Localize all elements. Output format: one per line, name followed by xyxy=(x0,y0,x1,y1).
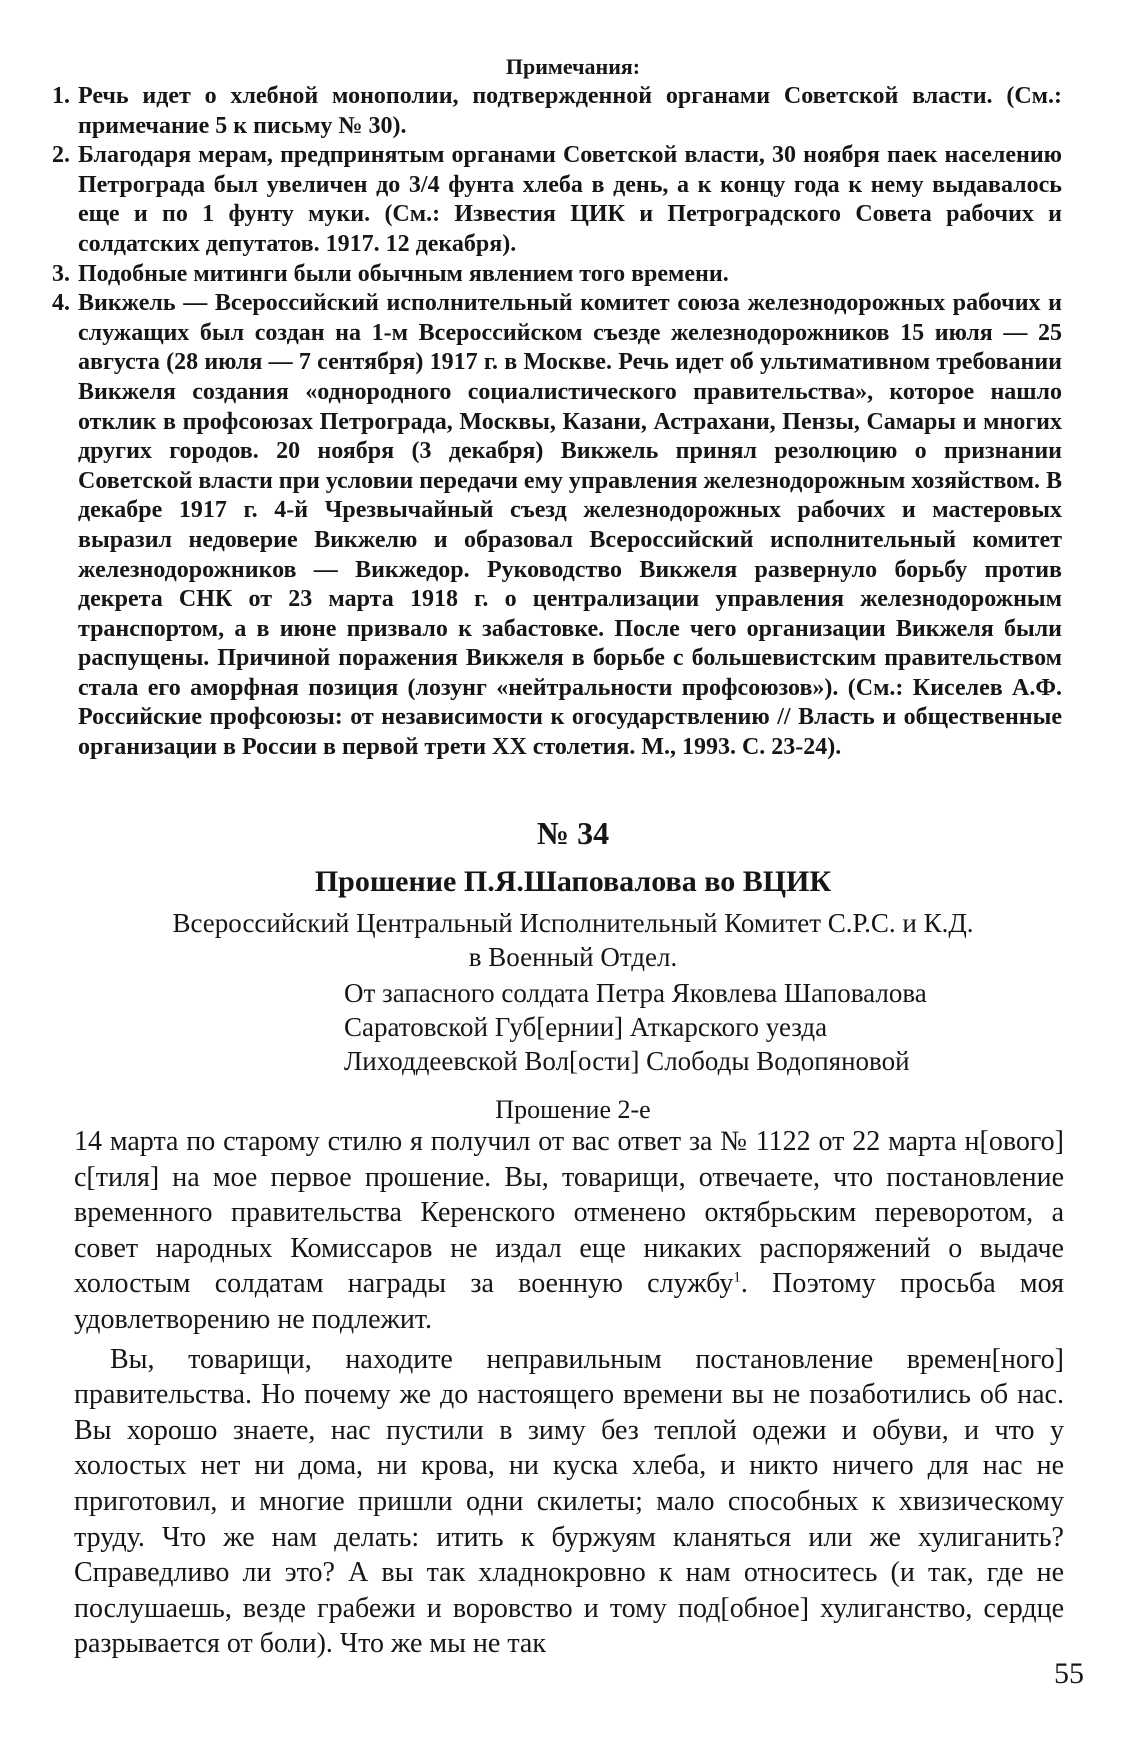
addressee-line: в Военный Отдел. xyxy=(468,942,678,972)
document-number: № 34 xyxy=(536,815,610,851)
petition-heading: Прошение 2-е xyxy=(495,1095,651,1124)
note-item xyxy=(52,141,1062,259)
document-title: Прошение П.Я.Шаповалова во ВЦИК xyxy=(314,865,832,898)
note-text: Викжель — Всероссийский исполнительный комитет союза железнодорожных рабочих и служащих был создан на 1-м Всероссийском съезде железнодорожников 15 июля — 25 августа (28 июля — 7 сентября) 1917 г. в Москве. Речь идет об ультимативном требовании Викжеля создания «однородного социалистического правительства», которое нашло отклик в профсоюзах Петрограда, Москвы, Казани, Астрахани, Пензы, Самары и многих других городов. 20 ноября (3 декабря) Викжель принял резолюцию о признании Советской власти при условии передачи ему управления железнодорожным хозяйством. В декабре 1917 г. 4-й Чрезвычайный съезд железнодорожных рабочих и мастеровых выразил недоверие Викжелю и образовал Всероссийский исполнительный комитет железнодорожников — Викжедор. Руководство Викжеля развернуло борьбу против декрета СНК от 23 марта 1918 г. о централизации управления железнодорожным транспортом, а в июне призвало к забастовке. После чего организации Викжеля были распущены. Причиной поражения Викжеля в борьбе с большевистским правительством стала его аморфная позиция (лозунг «нейтральности профсоюзов»). (См.: Киселев А.Ф. Российские профсоюзы: от независимости к огосударствлению // Власть и общественные организации в России в первой трети XX столетия. М., 1993. С. 23-24). xyxy=(78,290,1063,761)
footnote-marker: 1 xyxy=(733,1270,741,1287)
paragraph-text: 14 марта по старому стилю я получил от вас ответ за № 1122 от 22 марта н[ового] с[тиля] на мое первое прошение. Вы, товарищи, отвечаете, что постановление временного правительства Керенского отменено октябрьским переворотом, а совет народных Комиссаров не издал еще никаких распоряжений о выдаче холостым солдатам награды за военную службу xyxy=(74,1126,1064,1300)
paragraph-text: . Поэтому просьба моя удовлетворению не подлежит. xyxy=(74,1268,1064,1335)
paragraph: Вы, товарищи, находите неправильным постановление времен[ного] правительства. Но почему же до настоящего времени вы не позаботились об нас. Вы хорошо знаете, нас пустили в зиму без теплой одежи и обуви, и что у холостых нет ни дома, ни крова, ни куска хлеба, и никто ничего для нас не приготовил, и многие пришли одни скилеты; мало способных к хвизическому труду. Что же нам делать: итить к буржуям кланяться или же хулиганить? Справедливо ли это? А вы так хладнокровно к нам относитесь (и так, где не послушаешь, везде грабежи и воровство и тому под[обное] хулиганство, сердце разрывается от боли). Что же мы не так xyxy=(74,1343,1064,1660)
note-number: 3. xyxy=(52,260,70,287)
notes-list xyxy=(52,82,1062,763)
note-text: Благодаря мерам, предпринятым органами Советской власти, 30 ноября паек населению Петрограда был увеличен до 3/4 фунта хлеба в день, а к концу года к нему выдавалось еще и по 1 фунту муки. (См.: Известия ЦИК и Петроградского Совета рабочих и солдатских депутатов. 1917. 12 декабря). xyxy=(78,142,1062,257)
note-number: 4. xyxy=(52,290,70,317)
sender-line: Саратовской Губ[ернии] Аткарского уезда xyxy=(344,1012,828,1042)
sender-line: От запасного солдата Петра Яковлева Шаповалова xyxy=(344,978,927,1008)
note-text: Речь идет о хлебной монополии, подтвержденной органами Советской власти. (См.: примечание 5 к письму № 30). xyxy=(78,83,1062,139)
petition-body xyxy=(74,1124,1064,1666)
note-number: 2. xyxy=(52,142,70,169)
sender-block xyxy=(344,976,1104,1078)
note-text: Подобные митинги были обычным явлением того времени. xyxy=(78,260,729,287)
page-number: 55 xyxy=(1054,1657,1084,1690)
note-item xyxy=(52,289,1062,763)
paragraph xyxy=(74,1124,1064,1338)
note-number: 1. xyxy=(52,83,70,109)
addressee xyxy=(0,906,1146,974)
note-item xyxy=(52,82,1062,141)
notes-title: Примечания: xyxy=(505,54,641,79)
sender-line: Лиходдеевской Вол[ости] Слободы Водопяновой xyxy=(344,1046,910,1076)
note-item xyxy=(52,260,1062,290)
addressee-line: Всероссийский Центральный Исполнительный Комитет С.Р.С. и К.Д. xyxy=(172,908,974,938)
